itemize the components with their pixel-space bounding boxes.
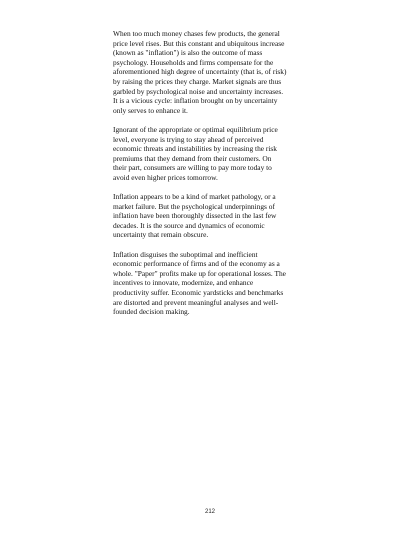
- text-line: aforementioned high degree of uncertainty (that is, of risk): [113, 67, 287, 77]
- paragraph-4: [113, 250, 313, 317]
- text-line: garbled by psychological noise and uncertainty increases.: [113, 86, 284, 96]
- text-line: economic performance of firms and of the economy as a: [113, 259, 280, 269]
- text-line: (known as "inflation") is also the outcome of mass: [113, 48, 263, 58]
- text-line: It is a vicious cycle: inflation brought on by uncertainty: [113, 96, 278, 106]
- text-line: their part, consumers are willing to pay more today to: [113, 163, 272, 173]
- text-line: decades. It is the source and dynamics of economic: [113, 220, 265, 230]
- paragraph-1: [113, 29, 313, 115]
- body-text: [113, 29, 313, 326]
- text-line: founded decision making.: [113, 307, 190, 317]
- text-line: uncertainty that remain obscure.: [113, 230, 209, 240]
- text-line: price level rises. But this constant and ubiquitous increase: [113, 38, 285, 48]
- paragraph-2: [113, 125, 313, 183]
- text-line: market failure. But the psychological underpinnings of: [113, 201, 275, 211]
- text-line: economic threats and instabilities by increasing the risk: [113, 144, 277, 154]
- text-line: by raising the prices they charge. Market signals are thus: [113, 76, 282, 86]
- text-line: Inflation disguises the suboptimal and inefficient: [113, 249, 258, 259]
- page-number: 212: [204, 509, 215, 515]
- text-line: only serves to enhance it.: [113, 105, 188, 115]
- text-line: productivity suffer. Economic yardsticks and benchmarks: [113, 288, 284, 298]
- text-line: whole. "Paper" profits make up for operational losses. The: [113, 268, 286, 278]
- paragraph-3: [113, 192, 313, 240]
- text-line: Ignorant of the appropriate or optimal equilibrium price: [113, 124, 278, 134]
- text-line: level, everyone is trying to stay ahead of perceived: [113, 134, 264, 144]
- text-line: When too much money chases few products, the general: [113, 29, 280, 38]
- text-line: psychology. Households and firms compensate for the: [113, 57, 274, 67]
- text-line: premiums that they demand from their customers. On: [113, 153, 272, 163]
- text-line: inflation have been thoroughly dissected in the last few: [113, 211, 277, 221]
- text-line: avoid even higher prices tomorrow.: [113, 172, 218, 182]
- text-line: are distorted and prevent meaningful analyses and well-: [113, 297, 279, 307]
- text-line: incentives to innovate, modernize, and enhance: [113, 278, 254, 288]
- text-line: Inflation appears to be a kind of market pathology, or a: [113, 192, 276, 202]
